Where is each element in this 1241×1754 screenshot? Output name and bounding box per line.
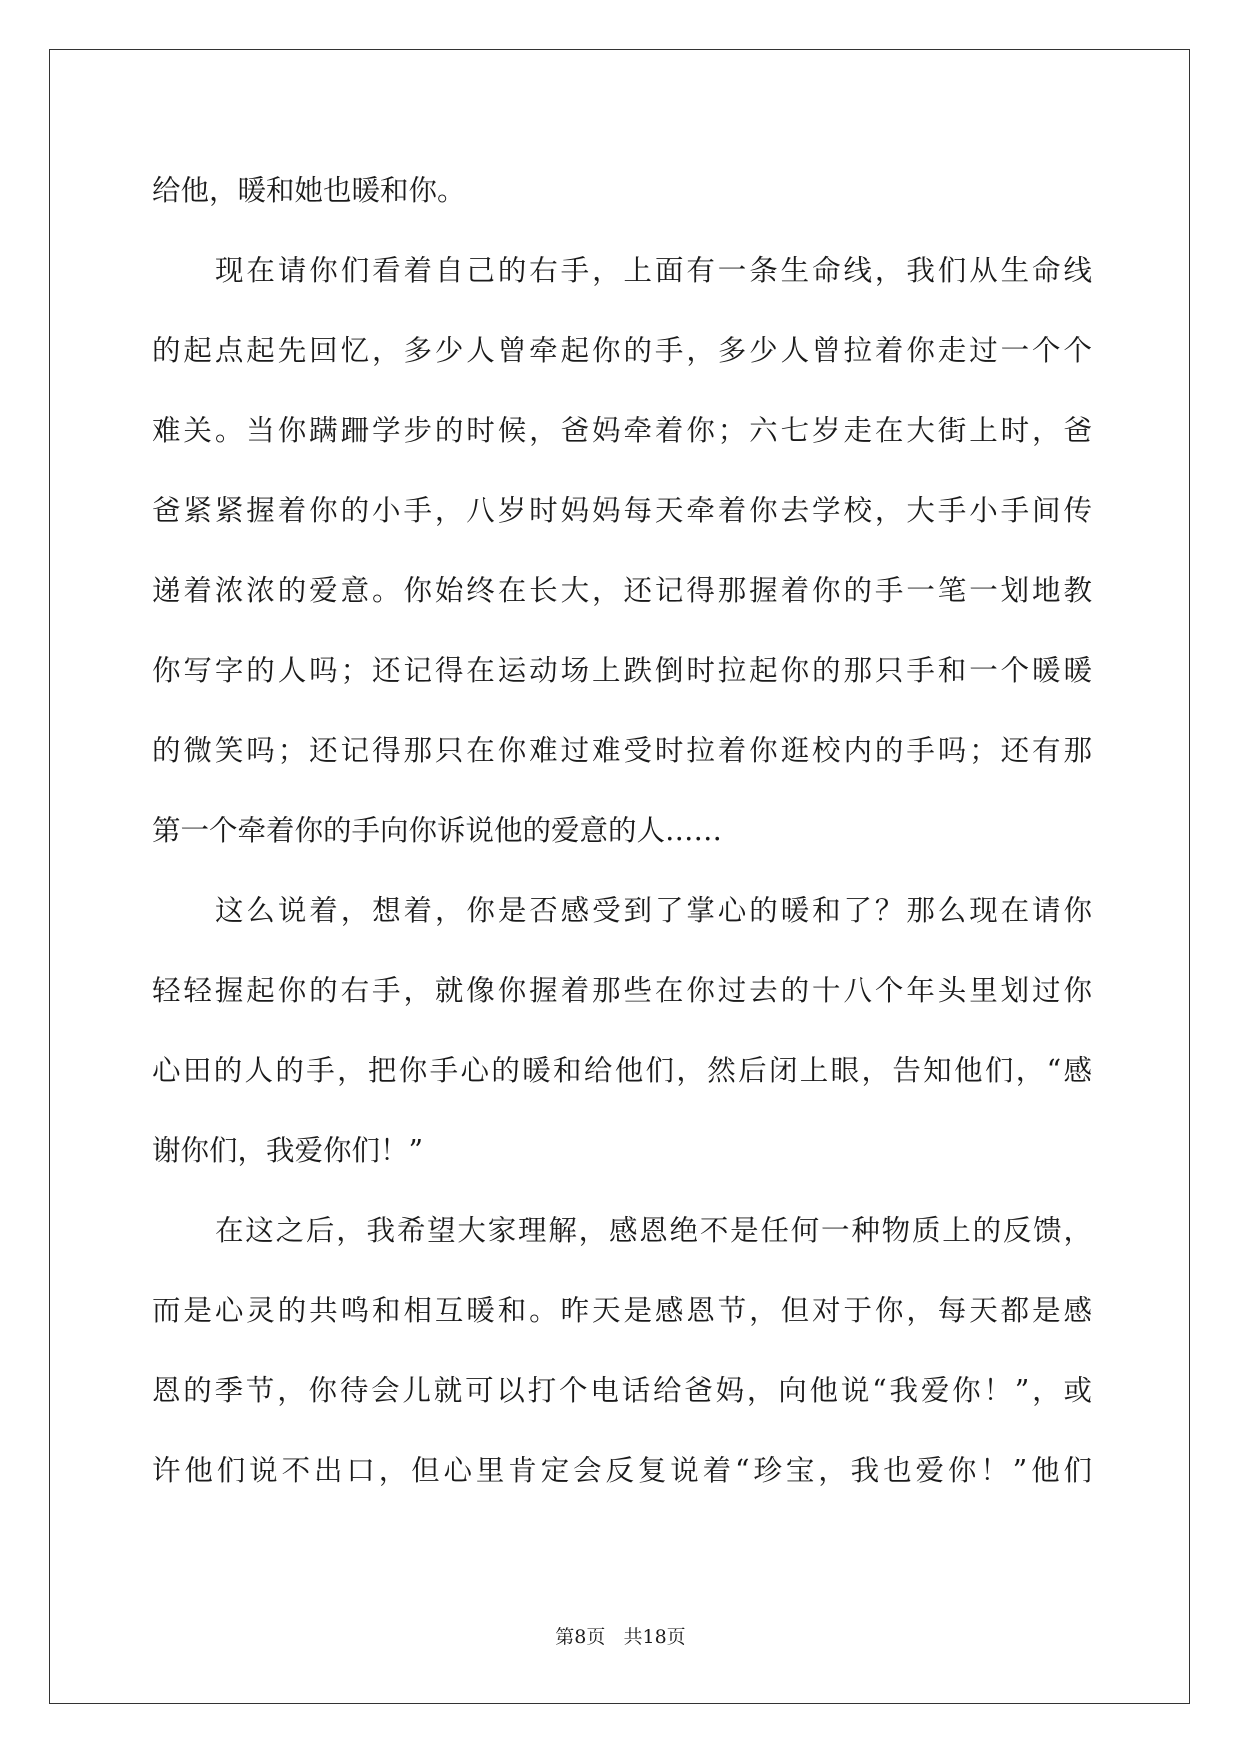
text-line: 心田的人的手，把你手心的暖和给他们，然后闭上眼，告知他们，“感 bbox=[152, 1054, 1092, 1087]
text-line: 的起点起先回忆，多少人曾牵起你的手，多少人曾拉着你走过一个个 bbox=[152, 334, 1092, 367]
text-line: 爸紧紧握着你的小手，八岁时妈妈每天牵着你去学校，大手小手间传 bbox=[152, 494, 1092, 527]
text-line: 在这之后，我希望大家理解，感恩绝不是任何一种物质上的反馈， bbox=[215, 1214, 1092, 1247]
text-line: 恩的季节，你待会儿就可以打个电话给爸妈，向他说“我爱你！”，或 bbox=[152, 1374, 1092, 1407]
text-line: 递着浓浓的爱意。你始终在长大，还记得那握着你的手一笔一划地教 bbox=[152, 574, 1092, 607]
text-line: 难关。当你蹒跚学步的时候，爸妈牵着你；六七岁走在大街上时，爸 bbox=[152, 414, 1092, 447]
text-line: 给他，暖和她也暖和你。 bbox=[152, 174, 466, 207]
text-line: 的微笑吗；还记得那只在你难过难受时拉着你逛校内的手吗；还有那 bbox=[152, 734, 1092, 767]
text-line: 你写字的人吗；还记得在运动场上跌倒时拉起你的那只手和一个暖暖 bbox=[152, 654, 1092, 687]
text-line: 现在请你们看着自己的右手，上面有一条生命线，我们从生命线 bbox=[215, 254, 1092, 287]
text-line: 许他们说不出口，但心里肯定会反复说着“珍宝，我也爱你！”他们 bbox=[152, 1454, 1092, 1487]
text-line: 而是心灵的共鸣和相互暖和。昨天是感恩节，但对于你，每天都是感 bbox=[152, 1294, 1092, 1327]
text-line: 第一个牵着你的手向你诉说他的爱意的人…… bbox=[152, 814, 723, 847]
text-line: 这么说着，想着，你是否感受到了掌心的暖和了？那么现在请你 bbox=[215, 894, 1092, 927]
text-line: 谢你们，我爱你们！” bbox=[152, 1134, 424, 1167]
text-line: 轻轻握起你的右手，就像你握着那些在你过去的十八个年头里划过你 bbox=[152, 974, 1092, 1007]
page-number-footer: 第8页 共18页 bbox=[555, 1626, 686, 1648]
